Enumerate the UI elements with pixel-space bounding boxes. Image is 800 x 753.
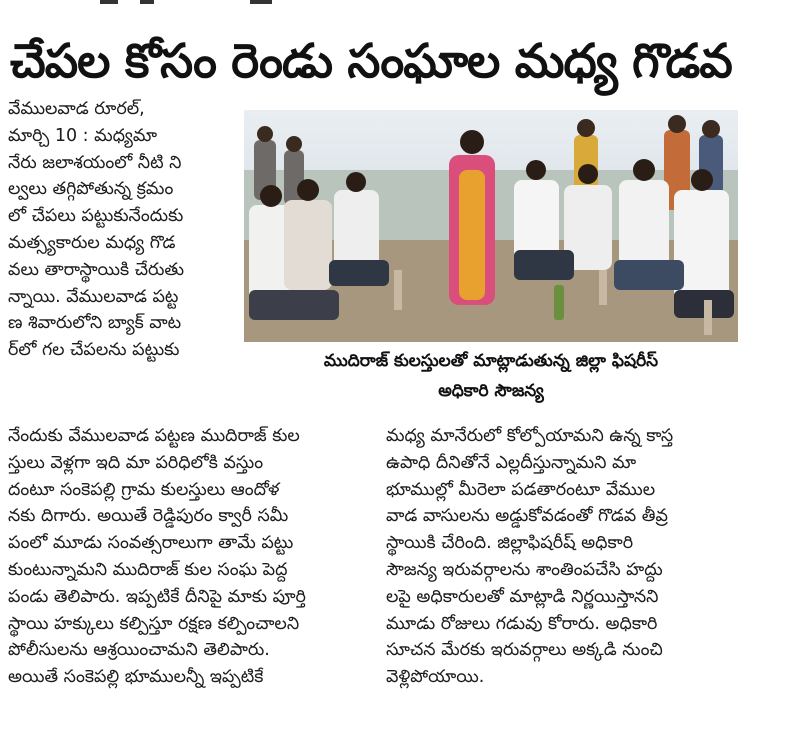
right-column-line: వెళ్లిపోయాయి. <box>386 667 485 688</box>
photo-caption-line-2: అధికారి సౌజన్య <box>438 381 544 401</box>
right-column-line: మూడు రోజులు గడువు కోరారు. అధికారి <box>386 613 658 634</box>
intro-line: మత్స్యకారుల మధ్య గొడ <box>8 232 176 253</box>
right-column-line: వాడ వాసులను అడ్డుకోవడంతో గొడవ తీవ్ర <box>386 506 668 527</box>
news-photo <box>244 110 738 342</box>
left-column-line: నకు దిగారు. అయితే రెడ్డిపురం క్వారీ సమీ <box>8 506 289 527</box>
headline: చేపల కోసం రెండు సంఘాల మధ్య గొడవ <box>10 34 732 89</box>
intro-line: లో చేపలు పట్టుకునేందుకు <box>8 206 184 227</box>
intro-line: మార్చి 10 : మధ్యమా <box>8 125 158 146</box>
intro-line: న్నాయి. వేములవాడ పట్ట <box>8 286 179 307</box>
left-column-line: స్తులు వెళ్లగా ఇది మా పరిధిలోకి వస్తుం <box>8 452 264 473</box>
right-column <box>386 423 746 691</box>
right-column-line: ఉపాధి దీనితోనే ఎల్లదీస్తున్నామని మా <box>386 452 637 473</box>
right-column-line: స్థాయికి చేరింది. జిల్లాఫిషరీష్ అధికారి <box>386 533 634 554</box>
left-column <box>8 423 374 691</box>
right-column-line: సూచన మేరకు ఇరువర్గాలు అక్కడి నుంచి <box>386 640 663 661</box>
left-column-line: పండు తెలిపారు. ఇప్పటికే దీనిపై మాకు పూర్తి <box>8 586 306 607</box>
intro-line: నేరు జలాశయంలో నీటి ని <box>8 152 182 173</box>
clipped-top-text-strip <box>0 0 800 8</box>
intro-line: ణ శివారులోని బ్యాక్ వాట <box>8 313 182 334</box>
right-column-line: మధ్య మానేరులో కోల్పోయామని ఉన్న కాస్త <box>386 426 674 446</box>
left-column-line: పంలో మూడు సంవత్సరాలుగా తామే పట్టు <box>8 533 294 554</box>
left-column-line: అయితే సంకెపల్లి భూములన్నీ ఇప్పటికే <box>8 667 264 688</box>
right-column-line: లపై అధికారులతో మాట్లాడి నిర్ణయిస్తానని <box>386 586 659 607</box>
intro-line: ల్వలు తగ్గిపోతున్న క్రమం <box>8 179 174 200</box>
left-column-line: కుంటున్నామని ముదిరాజ్ కుల సంఘ పెద్ద <box>8 559 288 580</box>
right-column-line: సౌజన్య ఇరువర్గాలను శాంతింపచేసి హద్దు <box>386 559 663 580</box>
left-column-line: నేందుకు వేములవాడ పట్టణ ముదిరాజ్ కుల <box>8 426 300 446</box>
left-column-line: స్థాయి హక్కులు కల్పిస్తూ రక్షణ కల్పించాలని <box>8 613 300 634</box>
intro-column <box>8 96 240 364</box>
left-column-line: దంటూ సంకెపల్లి గ్రామ కులస్తులు ఆందోళ <box>8 479 280 500</box>
photo-caption-line-1: ముదిరాజ్ కులస్తులతో మాట్లాడుతున్న జిల్లా ఫిషరీస్ <box>323 351 659 371</box>
photo-caption <box>244 346 738 406</box>
right-column-line: భూముల్లో మీరెలా పడతారంటూ వేముల <box>386 479 656 500</box>
left-column-line: పోలీసులను ఆశ్రయించామని తెలిపారు. <box>8 640 270 661</box>
intro-line: ర్‌లో గల చేపలను పట్టుకు <box>8 340 180 361</box>
intro-line: వలు తారాస్థాయికి చేరుతు <box>8 259 185 280</box>
intro-line: వేములవాడ రూరల్, <box>8 99 145 119</box>
news-photo-illustration <box>244 110 738 342</box>
